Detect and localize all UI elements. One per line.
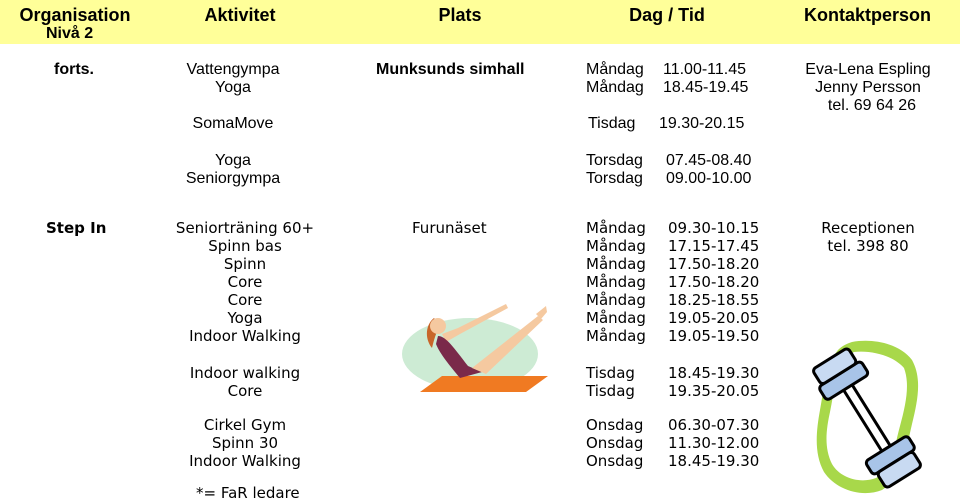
s2-day-11: Onsdag — [586, 452, 644, 470]
s2-time-5: 19.05-20.05 — [668, 309, 760, 327]
header-plats: Plats — [438, 5, 482, 25]
s2-time-4: 18.25-18.55 — [668, 291, 760, 309]
s2-time-0: 09.30-10.15 — [668, 219, 760, 237]
s2-activity-1: Spinn bas — [208, 237, 282, 255]
s2-time-10: 11.30-12.00 — [668, 434, 760, 452]
s2-time-3: 17.50-18.20 — [668, 273, 760, 291]
s1-activity-4: Seniorgympa — [185, 170, 281, 187]
yoga-head — [430, 318, 446, 334]
s2-activity-8: Core — [227, 382, 263, 400]
s1-time-0: 11.00-11.45 — [663, 61, 747, 78]
s2-day-9: Onsdag — [586, 416, 644, 434]
s1-day-1: Måndag — [586, 79, 644, 96]
s1-contact-1: Jenny Persson — [815, 79, 921, 96]
yoga-mat — [420, 376, 548, 392]
s2-contact-0: Receptionen — [821, 219, 915, 237]
s2-time-1: 17.15-17.45 — [668, 237, 760, 255]
s1-time-1: 18.45-19.45 — [663, 79, 749, 96]
s2-time-2: 17.50-18.20 — [668, 255, 760, 273]
s2-time-7: 18.45-19.30 — [668, 364, 760, 382]
s2-activity-5: Yoga — [227, 309, 263, 327]
s2-activity-6: Indoor Walking — [189, 327, 301, 345]
section2-place: Furunäset — [412, 219, 487, 237]
s2-day-8: Tisdag — [586, 382, 635, 400]
s2-day-10: Onsdag — [586, 434, 644, 452]
s2-activity-0: Seniorträning 60+ — [175, 219, 315, 237]
yoga-woman-icon — [398, 296, 548, 396]
s2-activity-7: Indoor walking — [189, 364, 301, 382]
s1-time-3: 07.45-08.40 — [666, 152, 752, 169]
s1-contact-2: tel. 69 64 26 — [827, 97, 916, 114]
s1-activity-2: SomaMove — [192, 115, 274, 132]
dumbbell-icon — [812, 338, 922, 498]
s2-activity-4: Core — [227, 291, 263, 309]
s1-activity-1: Yoga — [215, 79, 251, 96]
header-dag-tid: Dag / Tid — [629, 5, 705, 25]
s1-day-2: Tisdag — [588, 115, 636, 132]
s2-day-5: Måndag — [586, 309, 646, 327]
s1-activity-0: Vattengympa — [186, 61, 280, 78]
header-aktivitet: Aktivitet — [204, 5, 276, 25]
section1-place: Munksunds simhall — [376, 61, 525, 78]
s2-contact-1: tel. 398 80 — [827, 237, 909, 255]
s2-time-9: 06.30-07.30 — [668, 416, 760, 434]
section1-organisation: forts. — [54, 61, 94, 78]
s2-day-6: Måndag — [586, 327, 646, 345]
s2-time-8: 19.35-20.05 — [668, 382, 760, 400]
s2-day-2: Måndag — [586, 255, 646, 273]
footnote: *= FaR ledare — [196, 484, 300, 502]
s2-activity-10: Spinn 30 — [211, 434, 279, 452]
s1-time-2: 19.30-20.15 — [659, 115, 745, 132]
s2-activity-9: Cirkel Gym — [203, 416, 287, 434]
s2-day-4: Måndag — [586, 291, 646, 309]
s1-day-3: Torsdag — [586, 152, 643, 169]
s1-contact-0: Eva-Lena Espling — [805, 61, 931, 78]
s1-day-0: Måndag — [586, 61, 644, 78]
section2-organisation: Step In — [46, 219, 107, 237]
s2-day-7: Tisdag — [586, 364, 635, 382]
s2-activity-3: Core — [227, 273, 263, 291]
s2-day-0: Måndag — [586, 219, 646, 237]
s1-time-4: 09.00-10.00 — [666, 170, 752, 187]
header-kontaktperson: Kontaktperson — [803, 5, 931, 25]
s2-time-6: 19.05-19.50 — [668, 327, 760, 345]
s1-activity-3: Yoga — [215, 152, 251, 169]
table-header — [0, 0, 960, 44]
s1-day-4: Torsdag — [586, 170, 643, 187]
header-organisation: Organisation — [19, 5, 131, 25]
s2-day-3: Måndag — [586, 273, 646, 291]
s2-day-1: Måndag — [586, 237, 646, 255]
s2-time-11: 18.45-19.30 — [668, 452, 760, 470]
s2-activity-11: Indoor Walking — [189, 452, 301, 470]
level-label: Nivå 2 — [46, 25, 94, 42]
s2-activity-2: Spinn — [223, 255, 267, 273]
